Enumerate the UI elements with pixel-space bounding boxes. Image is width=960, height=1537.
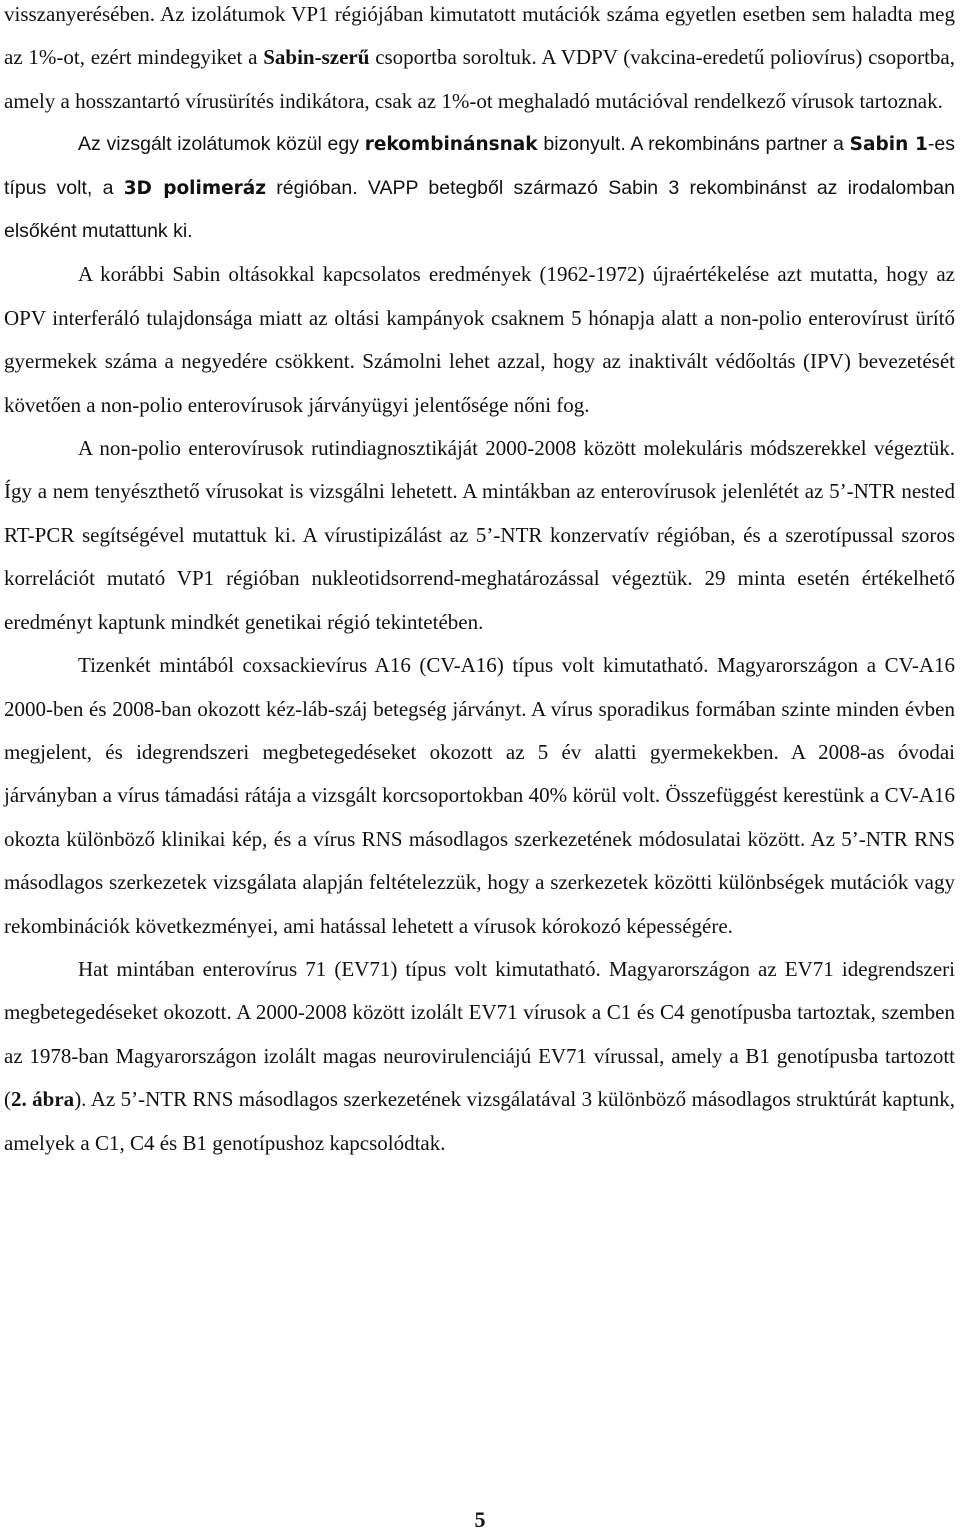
text-run: csoportba soroltuk. A VDPV (vakcina-eredetű poliovírus) csoportba, amely a hosszantartó vírusürítés indikátora, csak az 1%-ot meghaladó mutációval rendelkező vírusok tartoznak. [4, 45, 955, 113]
bold-term: rekombinánsnak [364, 134, 538, 156]
text-run: bizonyult. A rekombináns partner a [537, 133, 850, 156]
text-run: -es típus volt, a [4, 133, 955, 199]
paragraph-6 [4, 948, 955, 1165]
text-run: Hat mintában enterovírus 71 (EV71) típus volt kimutatható. Magyarországon az EV71 idegrendszeri megbetegedéseket okozott. A 2000-2008 között izolált EV71 vírusok a C1 és C4 genotípusba tartoztak, szemben az 1978-ban Magyarországon izolált magas neurovirulenciájú EV71 vírussal, amely a B1 genotípusba tartozott ( [4, 956, 955, 1112]
body-text [4, 0, 955, 1165]
paragraph-3 [4, 253, 955, 427]
text-run: A non-polio enterovírusok rutindiagnosztikáját 2000-2008 között molekuláris módszerekkel végeztük. Így a nem tenyészthető vírusokat is vizsgálni lehetett. A mintákban az enterovírusok jelenlétét az 5’-NTR nested RT-PCR segítségével mutattuk ki. A vírustipizálást az 5’-NTR konzervatív régióban, és a szerotípussal szoros korrelációt mutató VP1 régióban nukleotidsorrend-meghatározással végeztük. 29 minta esetén értékelhető eredményt kaptunk mindkét genetikai régió tekintetében. [4, 436, 955, 634]
figure-reference: 2. ábra [11, 1087, 75, 1112]
text-run: Tizenkét mintából coxsackievírus A16 (CV-A16) típus volt kimutatható. Magyarországon a CV-A16 2000-ben és 2008-ban okozott kéz-láb-száj betegség járványt. A vírus sporadikus formában szinte minden évben megjelent, és idegrendszeri megbetegedéseket okozott az 5 év alatti gyermekekben. A 2008-as óvodai járványban a vírus támadási rátája a vizsgált korcsoportokban 40% körül volt. Összefüggést kerestünk a CV-A16 okozta különböző klinikai kép, és a vírus RNS másodlagos szerkezetének módosulatai között. Az 5’-NTR RNS másodlagos szerkezetek vizsgálata alapján feltételezzük, hogy a szerkezetek közötti különbségek mutációk vagy rekombinációk következményei, ami hatással lehetett a vírusok kórokozó képességére. [4, 653, 955, 938]
paragraph-4 [4, 427, 955, 644]
bold-term: Sabin 1 [849, 134, 928, 156]
bold-term: Sabin-szerű [263, 45, 370, 70]
page-number: 5 [474, 1507, 486, 1532]
paragraph-2 [4, 123, 955, 253]
bold-term: 3D polimeráz [123, 177, 267, 199]
paragraph-5 [4, 644, 955, 948]
text-run: Az vizsgált izolátumok közül egy [78, 133, 365, 156]
text-run: ). Az 5’-NTR RNS másodlagos szerkezetének vizsgálatával 3 különböző másodlagos struktúrát kaptunk, amelyek a C1, C4 és B1 genotípushoz kapcsolódtak. [4, 1087, 956, 1155]
paragraph-1 [4, 0, 955, 123]
text-run: visszanyerésében. Az izolátumok VP1 régiójában kimutatott mutációk száma egyetlen esetben sem haladta meg az 1%-ot, ezért mindegyiket a [4, 2, 955, 70]
text-run: A korábbi Sabin oltásokkal kapcsolatos eredmények (1962-1972) újraértékelése azt mutatta, hogy az OPV interferáló tulajdonsága miatt az oltási kampányok csaknem 5 hónapja alatt a non-polio enterovírust ürítő gyermekek száma a negyedére csökkent. Számolni lehet azzal, hogy az inaktivált védőoltás (IPV) bevezetését követően a non-polio enterovírusok járványügyi jelentősége nőni fog. [4, 262, 955, 417]
text-run: régióban. VAPP betegből származó Sabin 3 rekombinánst az irodalomban elsőként mutattunk ki. [4, 176, 956, 243]
